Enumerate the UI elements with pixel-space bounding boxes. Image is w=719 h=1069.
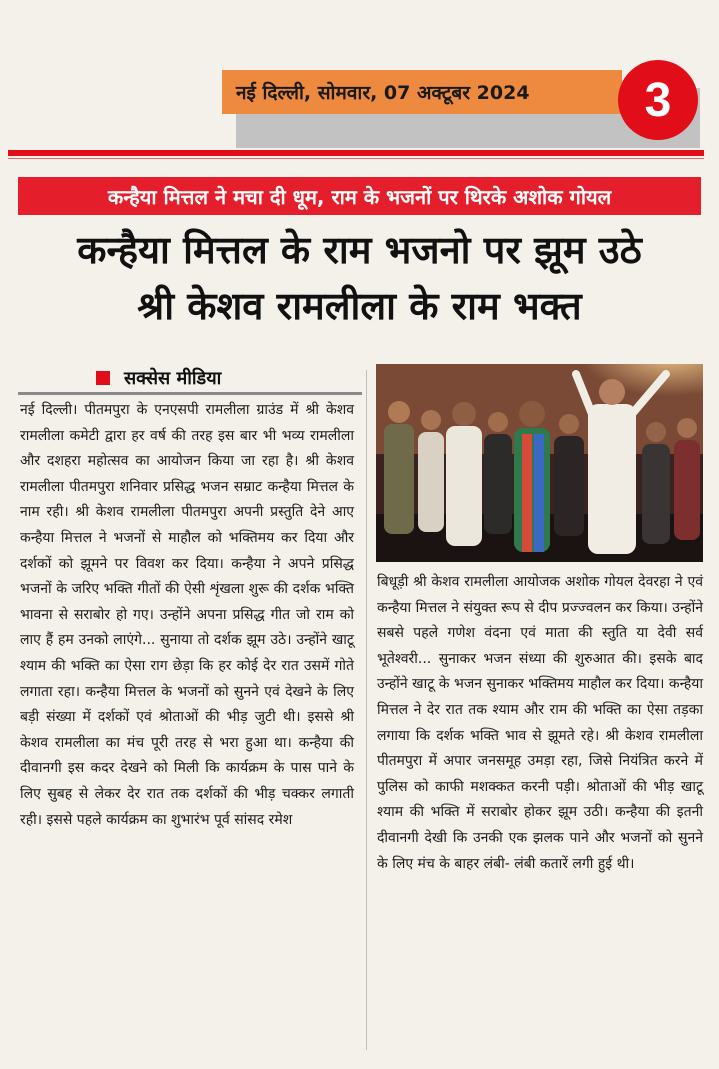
byline [96,366,221,390]
header-rule [8,150,704,156]
byline-rule [18,392,362,395]
article-photo [376,364,703,562]
stage-photo-illustration [376,364,703,562]
byline-square-icon [96,371,110,385]
dateline: नई दिल्ली, सोमवार, 07 अक्टूबर 2024 [222,70,622,114]
article-body-right: बिधूड़ी श्री केशव रामलीला आयोजक अशोक गोयल देवरहा ने एवं कन्हैया मित्तल ने संयुक्त रूप से दीप प्रज्ज्वलन कर किया। उन्होंने सबसे पहले गणेश वंदना एवं माता की स्तुति या देवी सर्व भूतेश्वरी... सुनाकर भजन संध्या की शुरुआत की। इसके बाद उन्होंने खाटू के भजन सुनाकर भक्तिमय माहौल कर दिया। कन्हैया मित्तल ने देर रात तक श्याम और राम की भक्ति का ऐसा तड़का लगाया कि दर्शक भक्ति भाव से झूमते रहे। श्री केशव रामलीला पीतमपुरा में अपार जनसमूह उमड़ा रहा, जिसे नियंत्रित करने में पुलिस को काफी मशक्कत करनी पड़ी। श्रोताओं की भीड़ खाटू श्याम की भक्ति में सराबोर होकर झूम उठी। कन्हैया की इतनी दीवानगी देखी कि उनकी एक झलक पाने और भजनों को सुनने के लिए मंच के बाहर लंबी- लंबी कतारें लगी हुई थी। [377,574,703,872]
article-headline [18,222,701,334]
page-number-badge: 3 [618,60,698,140]
article-kicker: कन्हैया मित्तल ने मचा दी धूम, राम के भजनों पर थिरके अशोक गोयल [18,177,701,215]
column-divider [366,370,367,1050]
article-body-left: नई दिल्ली। पीतमपुरा के एनएसपी रामलीला ग्राउंड में श्री केशव रामलीला कमेटी द्वारा हर वर्ष की तरह इस बार भी भव्य रामलीला और दशहरा महोत्सव का आयोजन किया जा रहा है। श्री केशव रामलीला पीतमपुरा शनिवार प्रसिद्ध भजन सम्राट कन्हैया मित्तल के नाम रही। श्री केशव रामलीला पीतमपुरा अपनी प्रस्तुति देने आए कन्हैया मित्तल ने भजनों से माहौल को भक्तिमय कर दिया और दर्शकों को झूमने पर विवश कर दिया। कन्हैया ने अपने प्रसिद्ध भजनों के जरिए भक्ति गीतों की ऐसी शृंखला शुरू की दर्शक भक्ति भावना से सराबोर हो गए। उन्होंने अपना प्रसिद्ध गीत जो राम को लाए हैं हम उनको लाएंगे... सुनाया तो दर्शक झूम उठे। उन्होंने खाटू श्याम की भक्ति का ऐसा राग छेड़ा कि हर कोई देर रात उसमें गोते लगाता रहा। कन्हैया मित्तल के भजनों को सुनने एवं देखने के लिए बड़ी संख्या में दर्शकों एवं श्रोताओं की भीड़ जुटी थी। इससे श्री केशव रामलीला का मंच पूरी तरह से भरा हुआ था। कन्हैया की दीवानगी इस कदर देखने को मिली कि कार्यक्रम के पास पाने के लिए सुबह से लेकर देर रात तक दर्शकों की भीड़ चक्कर लगाती रही। इससे पहले कार्यक्रम का शुभारंभ पूर्व सांसद रमेश [20,402,354,828]
byline-text: सक्सेस मीडिया [124,368,222,389]
dateline-block [222,60,700,148]
header-rule-thin [8,158,704,159]
headline-line-2: श्री केशव रामलीला के राम भक्त [137,284,582,328]
headline-line-1: कन्हैया मित्तल के राम भजनो पर झूम उठे [77,228,642,272]
